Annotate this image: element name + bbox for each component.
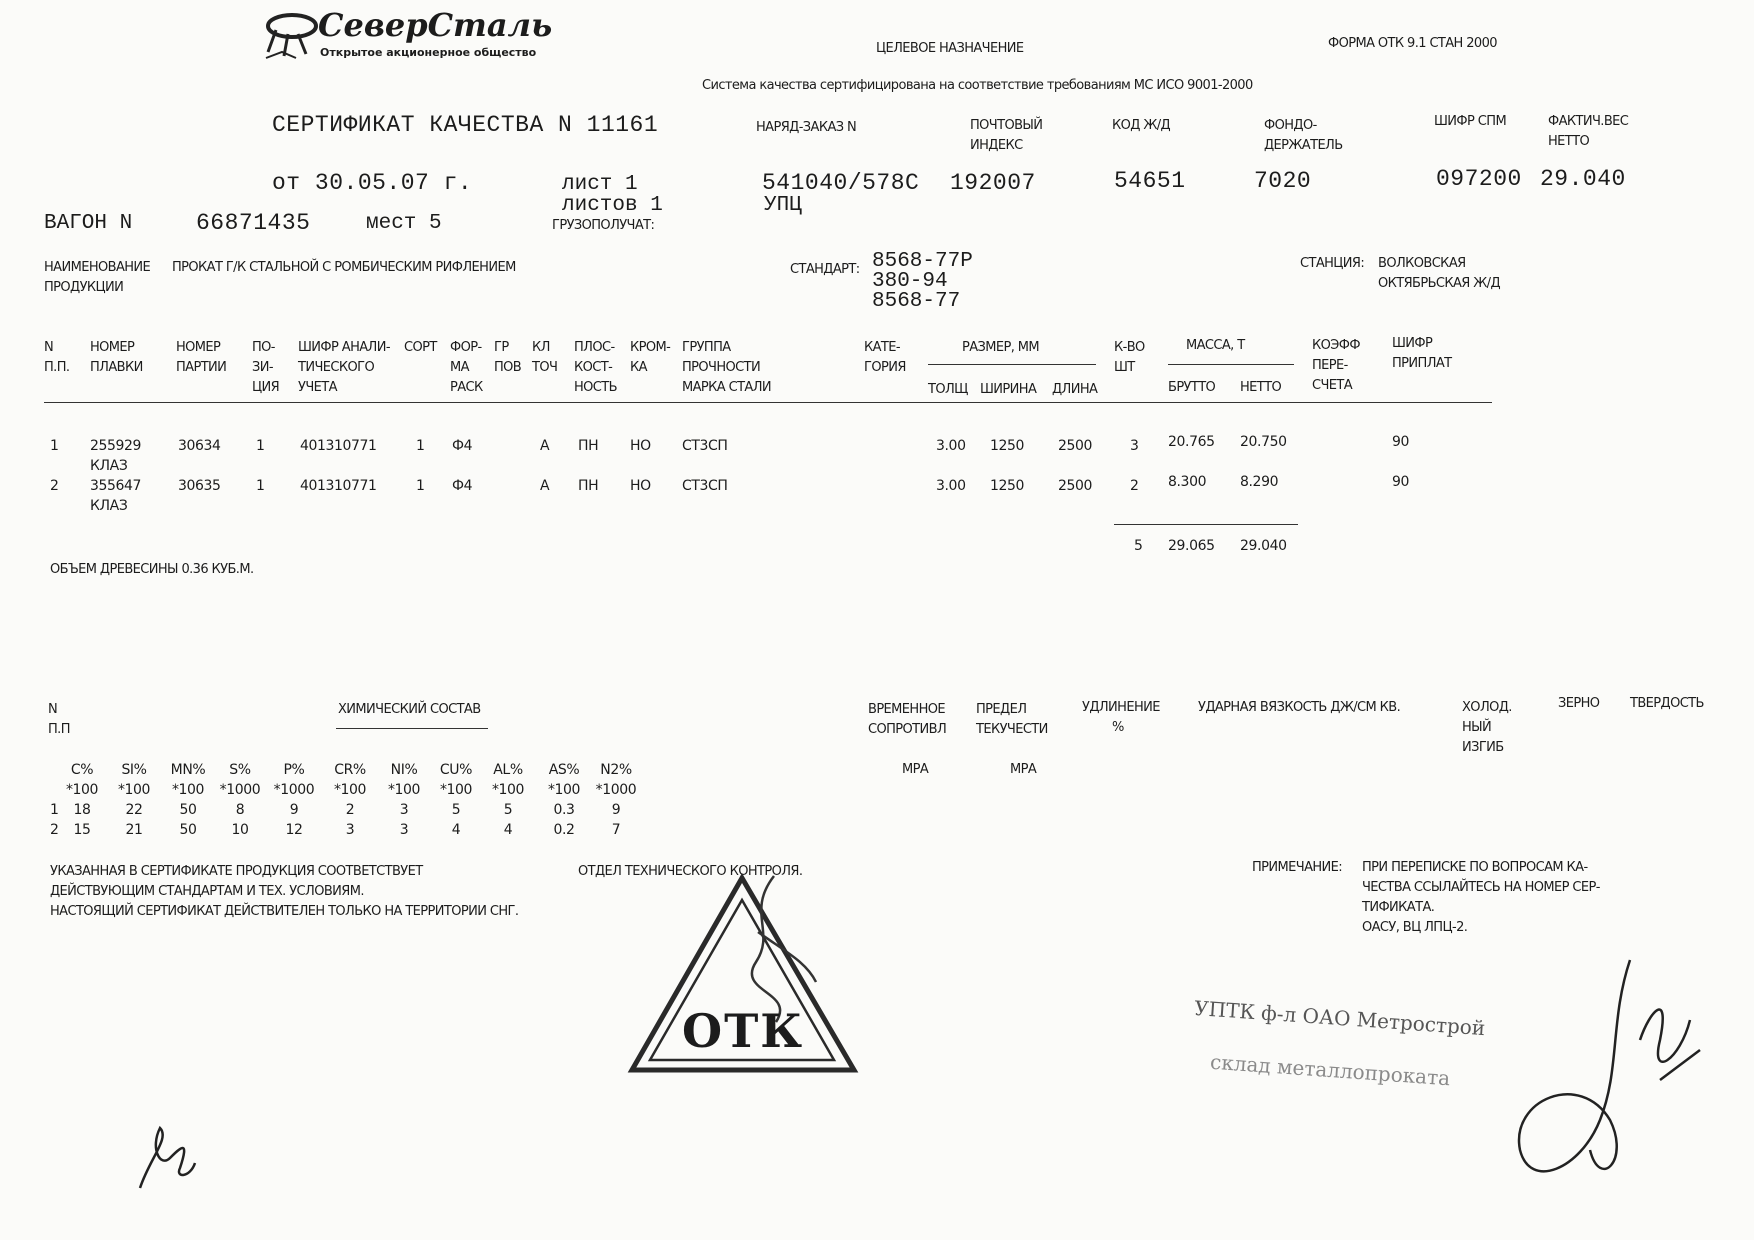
compliance-text: УКАЗАННАЯ В СЕРТИФИКАТЕ ПРОДУКЦИЯ СООТВЕТСТВУЕТ ДЕЙСТВУЮЩИМ СТАНДАРТАМ И ТЕХ. УСЛОВИЯМ. НАСТОЯЩИЙ СЕРТИФИКАТ ДЕЙСТВИТЕЛЕН ТОЛЬКО НА ТЕРРИТОРИИ СНГ. xyxy=(50,864,519,919)
chem-multiplier: *100 xyxy=(491,782,525,798)
row-width: 1250 xyxy=(990,478,1025,494)
col-header-qty: К-ВО ШТ xyxy=(1114,340,1145,375)
col-header-width: ШИРИНА xyxy=(980,382,1037,397)
wagon-number: 66871435 xyxy=(196,210,311,236)
chem-title: ХИМИЧЕСКИЙ СОСТАВ xyxy=(338,702,481,717)
elongation-label: УДЛИНЕНИЕ % xyxy=(1082,700,1160,735)
col-header-coef: КОЭФФ ПЕРЕ- СЧЕТА xyxy=(1312,338,1360,393)
grain-label: ЗЕРНО xyxy=(1558,696,1600,711)
total-qty: 5 xyxy=(1134,538,1143,554)
chem-element-header: CU% xyxy=(439,762,473,778)
row-length: 2500 xyxy=(1058,438,1093,454)
postal-index: 192007 xyxy=(950,170,1036,196)
standard-1: 8568-77Р xyxy=(872,250,973,273)
col-header-net: НЕТТО xyxy=(1240,380,1282,395)
chem-title-rule xyxy=(336,728,488,729)
row-cipher: 401310771 xyxy=(300,438,377,454)
standards-list xyxy=(872,252,973,312)
weight-label: ФАКТИЧ.ВЕС НЕТТО xyxy=(1548,114,1629,149)
signature-icon xyxy=(1510,950,1710,1210)
total-rule xyxy=(1114,524,1298,525)
sheet-number: лист 1 xyxy=(562,173,638,196)
fund-holder: 7020 xyxy=(1254,168,1312,194)
chem-value: 3 xyxy=(345,822,355,838)
chem-n-label: N П.П xyxy=(48,702,70,737)
chem-value: 5 xyxy=(451,802,461,818)
quality-system: Система качества сертифицирована на соответствие требованиям МС ИСО 9001-2000 xyxy=(702,78,1253,93)
col-header-category: КАТЕ- ГОРИЯ xyxy=(864,340,906,375)
chem-multiplier: *1000 xyxy=(595,782,637,798)
company-logo xyxy=(262,8,320,68)
chem-value: 10 xyxy=(231,822,249,838)
order-number: 541040/578С xyxy=(762,170,920,196)
row-flatness: ПН xyxy=(578,438,599,454)
cipher-label: ШИФР СПМ xyxy=(1434,114,1507,129)
row-width: 1250 xyxy=(990,438,1025,454)
col-header-batch: НОМЕР ПАРТИИ xyxy=(176,340,227,375)
row-accuracy: А xyxy=(540,478,550,494)
postal-label: ПОЧТОВЫЙ ИНДЕКС xyxy=(970,118,1043,153)
product-name: ПРОКАТ Г/К СТАЛЬНОЙ С РОМБИЧЕСКИМ РИФЛЕНИЕМ xyxy=(172,260,516,275)
chem-element-header: NI% xyxy=(390,762,418,778)
chem-element-header: С% xyxy=(70,762,94,778)
row-accuracy: А xyxy=(540,438,550,454)
col-header-surcharge: ШИФР ПРИПЛАТ xyxy=(1392,336,1452,371)
col-header-accuracy: КЛ ТОЧ xyxy=(532,340,558,375)
chem-multiplier: *100 xyxy=(333,782,367,798)
row-position: 1 xyxy=(256,478,265,494)
net-weight: 29.040 xyxy=(1540,166,1626,192)
company-name: СеверСталь xyxy=(318,6,553,44)
row-plate: 255929 xyxy=(90,438,142,454)
row-sort: 1 xyxy=(416,478,425,494)
chem-value: 8 xyxy=(235,802,245,818)
col-header-thickness: ТОЛЩ xyxy=(928,382,968,397)
chem-value: 3 xyxy=(399,822,409,838)
chem-element-header: AL% xyxy=(493,762,523,778)
hardness-label: ТВЕРДОСТЬ xyxy=(1630,696,1704,711)
row-batch: 30634 xyxy=(178,438,221,454)
row-plate-class: КЛАЗ xyxy=(90,498,128,514)
row-net: 20.750 xyxy=(1240,434,1287,450)
chem-value: 50 xyxy=(179,802,197,818)
chem-element-header: CR% xyxy=(334,762,366,778)
row-qty: 3 xyxy=(1130,438,1139,454)
chem-multiplier: *1000 xyxy=(273,782,315,798)
certificate-date: от 30.05.07 г. xyxy=(272,170,473,196)
total-net: 29.040 xyxy=(1240,538,1287,554)
row-length: 2500 xyxy=(1058,478,1093,494)
col-header-length: ДЛИНА xyxy=(1052,382,1098,397)
metrostroy-stamp-line1: УПТК ф-л ОАО Метрострой xyxy=(1193,995,1486,1041)
col-header-edge: КРОМ- КА xyxy=(630,340,671,375)
standard-label: СТАНДАРТ: xyxy=(790,262,860,277)
row-gross: 8.300 xyxy=(1168,474,1207,490)
row-net: 8.290 xyxy=(1240,474,1279,490)
initials-icon xyxy=(130,1118,210,1198)
row-form: Ф4 xyxy=(452,438,473,454)
col-header-gr: ГР ПОВ xyxy=(494,340,522,375)
chem-value: 7 xyxy=(611,822,621,838)
mpa-yield: МРА xyxy=(1010,762,1037,777)
chem-value: 50 xyxy=(179,822,197,838)
yield-label: ПРЕДЕЛ ТЕКУЧЕСТИ xyxy=(976,702,1048,737)
product-name-label: НАИМЕНОВАНИЕ ПРОДУКЦИИ xyxy=(44,260,151,295)
col-header-n: N П.П. xyxy=(44,340,70,375)
row-flatness: ПН xyxy=(578,478,599,494)
station-label: СТАНЦИЯ: xyxy=(1300,256,1365,271)
table-header-rule xyxy=(44,402,1492,403)
order-label: НАРЯД-ЗАКАЗ N xyxy=(756,120,857,135)
row-n: 1 xyxy=(50,438,59,454)
chem-value: 0.2 xyxy=(553,822,575,838)
chem-value: 5 xyxy=(503,802,513,818)
chem-multiplier: *100 xyxy=(387,782,421,798)
chem-value: 21 xyxy=(125,822,143,838)
wood-volume: ОБЪЕМ ДРЕВЕСИНЫ 0.36 КУБ.М. xyxy=(50,562,254,577)
chem-element-header: P% xyxy=(283,762,305,778)
col-header-sort: СОРТ xyxy=(404,340,437,355)
row-grade: СТ3СП xyxy=(682,438,728,454)
standard-3: 8568-77 xyxy=(872,290,961,313)
row-form: Ф4 xyxy=(452,478,473,494)
row-batch: 30635 xyxy=(178,478,221,494)
chem-multiplier: *100 xyxy=(65,782,99,798)
chem-multiplier: *100 xyxy=(547,782,581,798)
cipher-value: 097200 xyxy=(1436,166,1522,192)
certificate-title: СЕРТИФИКАТ КАЧЕСТВА N 11161 xyxy=(272,112,659,138)
sheet-count: листов 1 xyxy=(562,194,663,217)
chem-value: 9 xyxy=(289,802,299,818)
row-plate: 355647 xyxy=(90,478,142,494)
col-header-gross: БРУТТО xyxy=(1168,380,1216,395)
row-sort: 1 xyxy=(416,438,425,454)
col-header-plate: НОМЕР ПЛАВКИ xyxy=(90,340,143,375)
tensile-label: ВРЕМЕННОЕ СОПРОТИВЛ xyxy=(868,702,947,737)
purpose-label: ЦЕЛЕВОЕ НАЗНАЧЕНИЕ xyxy=(876,41,1024,56)
chem-element-header: N2% xyxy=(600,762,632,778)
otk-stamp-text: ОТК xyxy=(682,1004,805,1058)
chem-row-n: 2 xyxy=(50,822,59,838)
chem-multiplier: *100 xyxy=(117,782,151,798)
row-surcharge: 90 xyxy=(1392,474,1410,490)
size-header-rule xyxy=(928,364,1096,365)
logo-icon xyxy=(262,8,320,64)
otk-department: ОТДЕЛ ТЕХНИЧЕСКОГО КОНТРОЛЯ. xyxy=(578,864,803,879)
chem-element-header: S% xyxy=(229,762,251,778)
chem-value: 4 xyxy=(451,822,461,838)
row-grade: СТ3СП xyxy=(682,478,728,494)
chem-value: 15 xyxy=(73,822,91,838)
col-header-mass: МАССА, Т xyxy=(1186,338,1245,353)
chem-element-header: SI% xyxy=(121,762,147,778)
chem-value: 9 xyxy=(611,802,621,818)
total-gross: 29.065 xyxy=(1168,538,1215,554)
chem-value: 18 xyxy=(73,802,91,818)
chem-multiplier: *100 xyxy=(171,782,205,798)
impact-label: УДАРНАЯ ВЯЗКОСТЬ ДЖ/СМ КВ. xyxy=(1198,700,1401,715)
rail-code: 54651 xyxy=(1114,168,1186,194)
row-position: 1 xyxy=(256,438,265,454)
row-thickness: 3.00 xyxy=(936,438,966,454)
row-qty: 2 xyxy=(1130,478,1139,494)
chem-element-header: MN% xyxy=(170,762,206,778)
note-text: ПРИ ПЕРЕПИСКЕ ПО ВОПРОСАМ КА- ЧЕСТВА ССЫЛАЙТЕСЬ НА НОМЕР СЕР- ТИФИКАТА. ОАСУ, ВЦ ЛПЦ-2. xyxy=(1362,860,1600,935)
row-edge: НО xyxy=(630,478,651,494)
fund-holder-label: ФОНДО- ДЕРЖАТЕЛЬ xyxy=(1264,118,1343,153)
chem-value: 4 xyxy=(503,822,513,838)
company-subtitle: Открытое акционерное общество xyxy=(320,46,537,59)
col-header-cipher: ШИФР АНАЛИ- ТИЧЕСКОГО УЧЕТА xyxy=(298,340,390,395)
chem-value: 0.3 xyxy=(553,802,575,818)
station-name: ВОЛКОВСКАЯ ОКТЯБРЬСКАЯ Ж/Д xyxy=(1378,256,1501,291)
row-cipher: 401310771 xyxy=(300,478,377,494)
col-header-form: ФОР- МА РАСК xyxy=(450,340,483,395)
chem-value: 2 xyxy=(345,802,355,818)
chem-value: 22 xyxy=(125,802,143,818)
col-header-size: РАЗМЕР, ММ xyxy=(962,340,1040,355)
mpa-tensile: МРА xyxy=(902,762,929,777)
chem-multiplier: *100 xyxy=(439,782,473,798)
col-header-flatness: ПЛОС- КОСТ- НОСТЬ xyxy=(574,340,617,395)
mass-header-rule xyxy=(1168,364,1294,365)
row-surcharge: 90 xyxy=(1392,434,1410,450)
col-header-position: ПО- ЗИ- ЦИЯ xyxy=(252,340,280,395)
upc-label: УПЦ xyxy=(764,194,802,217)
chem-value: 12 xyxy=(285,822,303,838)
row-thickness: 3.00 xyxy=(936,478,966,494)
note-label: ПРИМЕЧАНИЕ: xyxy=(1252,860,1343,875)
chem-element-header: AS% xyxy=(548,762,580,778)
chem-multiplier: *1000 xyxy=(219,782,261,798)
col-header-group: ГРУППА ПРОЧНОСТИ МАРКА СТАЛИ xyxy=(682,340,772,395)
row-n: 2 xyxy=(50,478,59,494)
rail-code-label: КОД Ж/Д xyxy=(1112,118,1171,133)
form-label: ФОРМА ОТК 9.1 СТАН 2000 xyxy=(1328,36,1497,51)
row-gross: 20.765 xyxy=(1168,434,1215,450)
metrostroy-stamp-line2: склад металлопроката xyxy=(1209,1049,1451,1091)
consignee-label: ГРУЗОПОЛУЧАТ: xyxy=(552,218,655,233)
places: мест 5 xyxy=(366,212,442,235)
chem-row-n: 1 xyxy=(50,802,59,818)
standard-2: 380-94 xyxy=(872,270,948,293)
chem-value: 3 xyxy=(399,802,409,818)
bend-label: ХОЛОД. НЫЙ ИЗГИБ xyxy=(1462,700,1512,755)
row-plate-class: КЛАЗ xyxy=(90,458,128,474)
wagon-label: ВАГОН N xyxy=(44,212,133,235)
row-edge: НО xyxy=(630,438,651,454)
